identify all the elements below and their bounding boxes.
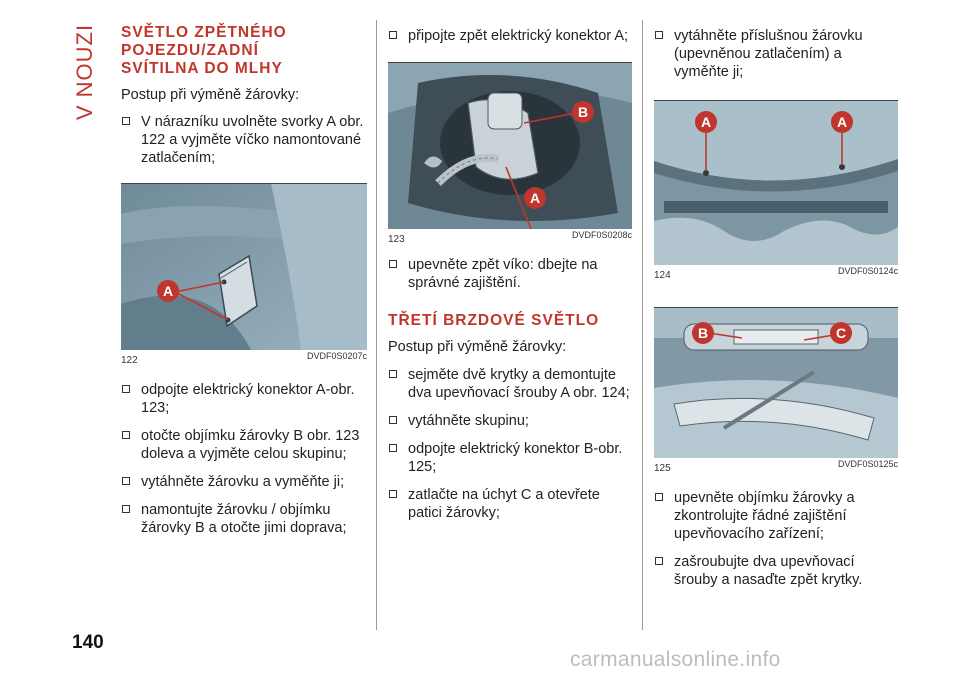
step-item: zatlačte na úchyt C a otevřete patici žárovky; <box>388 486 632 522</box>
step-item: připojte zpět elektrický konektor A; <box>388 27 632 45</box>
step-item: vytáhněte skupinu; <box>388 412 632 430</box>
step-item: zašroubujte dva upevňovací šrouby a nasaďte zpět krytky. <box>654 553 898 589</box>
step-item: odpojte elektrický konektor A-obr. 123; <box>121 381 367 417</box>
steps-list <box>654 489 898 589</box>
watermark: carmanualsonline.info <box>570 648 781 671</box>
section-heading-third-brake-light: TŘETÍ BRZDOVÉ SVĚTLO <box>388 312 600 329</box>
figure-caption <box>654 458 898 475</box>
section-heading-reverse-fog-light: SVĚTLO ZPĚTNÉHO POJEZDU/ZADNÍ SVÍTILNA DO MLHY <box>121 24 287 77</box>
connector-illustration <box>388 63 632 229</box>
figure-code: DVDF0S0125c <box>837 459 898 469</box>
checkbox-bullet-icon <box>122 477 130 485</box>
callout-a: A <box>524 187 546 209</box>
figure-number: 124 <box>654 270 671 281</box>
callout-b: B <box>692 322 714 344</box>
steps-list <box>388 256 632 292</box>
step-item: otočte objímku žárovky B obr. 123 doleva a vyjměte celou skupinu; <box>121 427 367 463</box>
checkbox-bullet-icon <box>122 505 130 513</box>
section-tab-label: V NOUZI <box>72 23 97 121</box>
intro-text: Postup při výměně žárovky: <box>388 339 567 355</box>
callout-a: A <box>157 280 179 302</box>
checkbox-bullet-icon <box>655 31 663 39</box>
figure-124 <box>654 100 898 282</box>
bumper-clips-illustration <box>121 184 367 350</box>
column-divider <box>642 20 643 630</box>
callout-a: A <box>831 111 853 133</box>
checkbox-bullet-icon <box>389 370 397 378</box>
figure-number: 125 <box>654 463 671 474</box>
figure-code: DVDF0S0124c <box>837 266 898 276</box>
step-item: odpojte elektrický konektor B-obr. 125; <box>388 440 632 476</box>
checkbox-bullet-icon <box>122 385 130 393</box>
column-1 <box>121 24 367 547</box>
section-tab <box>70 22 100 122</box>
figure-caption <box>121 350 367 367</box>
steps-list <box>388 366 632 522</box>
steps-list <box>121 113 367 167</box>
column-2 <box>388 24 632 532</box>
step-item: vytáhněte příslušnou žárovku (upevněnou zatlačením) a vyměňte ji; <box>654 27 898 81</box>
step-item: vytáhněte žárovku a vyměňte ji; <box>121 473 367 491</box>
figure-caption <box>388 229 632 246</box>
figure-number: 123 <box>388 234 405 245</box>
intro-text: Postup při výměně žárovky: <box>121 87 300 103</box>
checkbox-bullet-icon <box>389 416 397 424</box>
checkbox-bullet-icon <box>389 444 397 452</box>
steps-list <box>388 27 632 45</box>
steps-list <box>654 27 898 81</box>
steps-list <box>121 381 367 537</box>
step-item: namontujte žárovku / objímku žárovky B a otočte jimi doprava; <box>121 501 367 537</box>
callout-c: C <box>830 322 852 344</box>
column-3 <box>654 24 898 599</box>
figure-caption <box>654 265 898 282</box>
step-item: upevněte zpět víko: dbejte na správné zajištění. <box>388 256 632 292</box>
checkbox-bullet-icon <box>389 490 397 498</box>
step-item: V nárazníku uvolněte svorky A obr. 122 a vyjměte víčko namontované zatlačením; <box>121 113 367 167</box>
brake-light-screws-illustration <box>654 101 898 265</box>
step-item: upevněte objímku žárovky a zkontrolujte řádné zajištění upevňovacího zařízení; <box>654 489 898 543</box>
checkbox-bullet-icon <box>389 260 397 268</box>
callout-b: B <box>572 101 594 123</box>
figure-code: DVDF0S0207c <box>306 351 367 361</box>
checkbox-bullet-icon <box>122 117 130 125</box>
bulb-holder-illustration <box>654 308 898 458</box>
callout-a: A <box>695 111 717 133</box>
checkbox-bullet-icon <box>655 493 663 501</box>
column-divider <box>376 20 377 630</box>
figure-125 <box>654 307 898 475</box>
page-number: 140 <box>72 632 104 653</box>
checkbox-bullet-icon <box>655 557 663 565</box>
figure-123 <box>388 62 632 246</box>
checkbox-bullet-icon <box>389 31 397 39</box>
figure-122 <box>121 183 367 367</box>
checkbox-bullet-icon <box>122 431 130 439</box>
figure-number: 122 <box>121 355 138 366</box>
figure-code: DVDF0S0208c <box>571 230 632 240</box>
step-item: sejměte dvě krytky a demontujte dva upevňovací šrouby A obr. 124; <box>388 366 632 402</box>
